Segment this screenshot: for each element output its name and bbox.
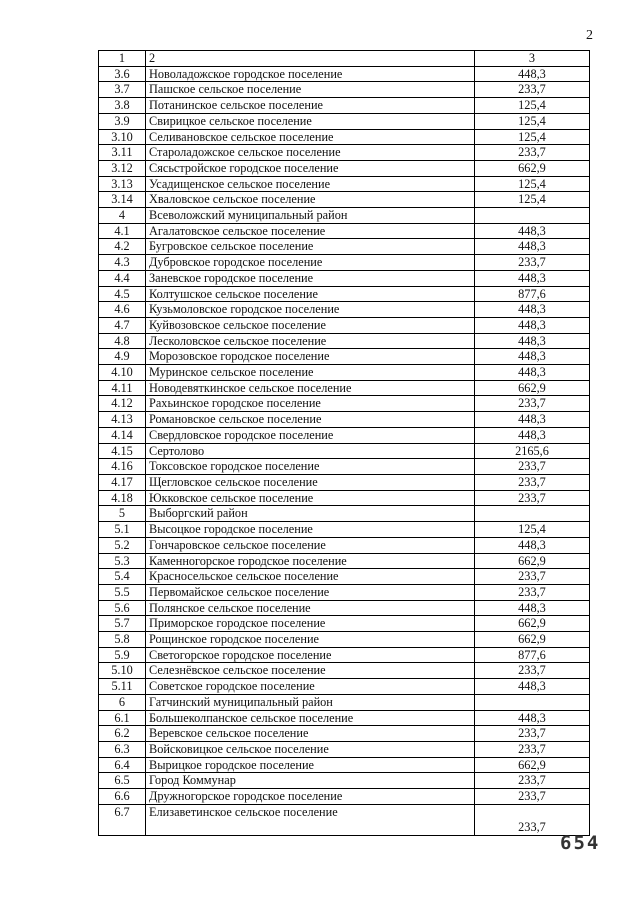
row-name-cell: Войсковицкое сельское поселение: [146, 741, 475, 757]
row-number-cell: 3.10: [99, 129, 146, 145]
row-value-cell: [475, 694, 590, 710]
row-number-cell: 3.8: [99, 98, 146, 114]
table-row: [99, 459, 590, 475]
row-value-cell: 448,3: [475, 223, 590, 239]
row-value-cell: 233,7: [475, 584, 590, 600]
table-row: [99, 804, 590, 835]
row-value-cell: 125,4: [475, 192, 590, 208]
row-number-cell: 4.3: [99, 255, 146, 271]
row-value-cell: 662,9: [475, 160, 590, 176]
row-number-cell: 3.6: [99, 66, 146, 82]
row-name-cell: Потанинское сельское поселение: [146, 98, 475, 114]
row-name-cell: Селивановское сельское поселение: [146, 129, 475, 145]
row-number-cell: 5.10: [99, 663, 146, 679]
row-name-cell: Город Коммунар: [146, 773, 475, 789]
row-number-cell: 5.5: [99, 584, 146, 600]
row-number-cell: 4.8: [99, 333, 146, 349]
table-row: [99, 380, 590, 396]
row-name-cell: Выборгский район: [146, 506, 475, 522]
row-value-cell: 125,4: [475, 113, 590, 129]
row-number-cell: 4.4: [99, 270, 146, 286]
row-name-cell: Новоладожское городское поселение: [146, 66, 475, 82]
row-value-cell: 448,3: [475, 679, 590, 695]
page-number: 2: [586, 28, 593, 43]
row-name-cell: Полянское сельское поселение: [146, 600, 475, 616]
row-number-cell: 3.11: [99, 145, 146, 161]
row-number-cell: 6.5: [99, 773, 146, 789]
row-value-cell: 233,7: [475, 459, 590, 475]
table-row: [99, 239, 590, 255]
row-name-cell: Колтушское сельское поселение: [146, 286, 475, 302]
row-name-cell: Первомайское сельское поселение: [146, 584, 475, 600]
row-name-cell: Староладожское сельское поселение: [146, 145, 475, 161]
row-number-cell: 4.2: [99, 239, 146, 255]
row-name-cell: Юкковское сельское поселение: [146, 490, 475, 506]
row-value-cell: 448,3: [475, 412, 590, 428]
row-number-cell: 5.9: [99, 647, 146, 663]
row-number-cell: 4.12: [99, 396, 146, 412]
row-name-cell: Муринское сельское поселение: [146, 365, 475, 381]
row-name-cell: Щегловское сельское поселение: [146, 474, 475, 490]
table-row: [99, 632, 590, 648]
row-name-cell: Гатчинский муниципальный район: [146, 694, 475, 710]
allocation-table: [98, 50, 590, 836]
row-number-cell: 5.4: [99, 569, 146, 585]
table-row: [99, 255, 590, 271]
row-name-cell: Токсовское городское поселение: [146, 459, 475, 475]
table-row: [99, 427, 590, 443]
row-value-cell: 125,4: [475, 522, 590, 538]
row-number-cell: 5.6: [99, 600, 146, 616]
row-value-cell: 448,3: [475, 427, 590, 443]
row-name-cell: Романовское сельское поселение: [146, 412, 475, 428]
row-name-cell: Усадищенское сельское поселение: [146, 176, 475, 192]
row-value-cell: 233,7: [475, 726, 590, 742]
table-row: [99, 694, 590, 710]
table-row: [99, 98, 590, 114]
row-value-cell: 233,7: [475, 396, 590, 412]
row-number-cell: 5.7: [99, 616, 146, 632]
row-name-cell: Рощинское городское поселение: [146, 632, 475, 648]
row-value-cell: 662,9: [475, 380, 590, 396]
table-row: [99, 679, 590, 695]
table-row: [99, 710, 590, 726]
row-name-cell: Дубровское городское поселение: [146, 255, 475, 271]
table-row: [99, 773, 590, 789]
row-number-cell: 4.1: [99, 223, 146, 239]
row-value-cell: 233,7: [475, 773, 590, 789]
row-name-cell: Приморское городское поселение: [146, 616, 475, 632]
table-row: [99, 789, 590, 805]
row-name-cell: Морозовское городское поселение: [146, 349, 475, 365]
row-value-cell: [475, 506, 590, 522]
row-value-cell: 233,7: [475, 255, 590, 271]
row-value-cell: [475, 208, 590, 224]
table-row: [99, 600, 590, 616]
row-name-cell: Высоцкое городское поселение: [146, 522, 475, 538]
row-name-cell: Агалатовское сельское поселение: [146, 223, 475, 239]
row-name-cell: Свердловское городское поселение: [146, 427, 475, 443]
row-value-cell: 448,3: [475, 537, 590, 553]
table-row: [99, 286, 590, 302]
row-name-cell: Куйвозовское сельское поселение: [146, 317, 475, 333]
row-name-cell: Большеколпанское сельское поселение: [146, 710, 475, 726]
row-name-cell: Каменногорское городское поселение: [146, 553, 475, 569]
row-number-cell: 5.3: [99, 553, 146, 569]
table-row: [99, 569, 590, 585]
row-number-cell: 4: [99, 208, 146, 224]
row-number-cell: 6.6: [99, 789, 146, 805]
row-number-cell: 6.4: [99, 757, 146, 773]
table-row: [99, 66, 590, 82]
row-name-cell: Вырицкое городское поселение: [146, 757, 475, 773]
table-row: [99, 145, 590, 161]
row-number-cell: 3.12: [99, 160, 146, 176]
row-value-cell: 233,7: [475, 804, 590, 835]
row-value-cell: 448,3: [475, 302, 590, 318]
row-name-cell: Хваловское сельское поселение: [146, 192, 475, 208]
row-number-cell: 5.11: [99, 679, 146, 695]
row-value-cell: 233,7: [475, 741, 590, 757]
row-value-cell: 448,3: [475, 239, 590, 255]
row-value-cell: 448,3: [475, 317, 590, 333]
table-row: [99, 208, 590, 224]
row-value-cell: 233,7: [475, 145, 590, 161]
column-header-name: 2: [146, 51, 475, 67]
table-row: [99, 412, 590, 428]
table-row: [99, 82, 590, 98]
table-row: [99, 333, 590, 349]
table-row: [99, 553, 590, 569]
row-number-cell: 6.7: [99, 804, 146, 835]
table-row: [99, 584, 590, 600]
row-value-cell: 233,7: [475, 490, 590, 506]
row-value-cell: 448,3: [475, 349, 590, 365]
row-number-cell: 4.15: [99, 443, 146, 459]
row-number-cell: 5.8: [99, 632, 146, 648]
row-value-cell: 125,4: [475, 98, 590, 114]
table-row: [99, 270, 590, 286]
row-name-cell: Красносельское сельское поселение: [146, 569, 475, 585]
row-number-cell: 4.11: [99, 380, 146, 396]
table-row: [99, 663, 590, 679]
table-header-row: [99, 51, 590, 67]
table-row: [99, 474, 590, 490]
row-value-cell: 233,7: [475, 789, 590, 805]
row-value-cell: 877,6: [475, 647, 590, 663]
table-row: [99, 506, 590, 522]
table-row: [99, 726, 590, 742]
table-row: [99, 616, 590, 632]
table-body: [99, 66, 590, 835]
row-name-cell: Кузьмоловское городское поселение: [146, 302, 475, 318]
row-value-cell: 877,6: [475, 286, 590, 302]
row-number-cell: 4.7: [99, 317, 146, 333]
row-number-cell: 4.9: [99, 349, 146, 365]
row-value-cell: 233,7: [475, 82, 590, 98]
row-number-cell: 4.10: [99, 365, 146, 381]
row-name-cell: Новодевяткинское сельское поселение: [146, 380, 475, 396]
row-name-cell: Сясьстройское городское поселение: [146, 160, 475, 176]
row-name-cell: Лесколовское сельское поселение: [146, 333, 475, 349]
row-name-cell: Дружногорское городское поселение: [146, 789, 475, 805]
table-row: [99, 396, 590, 412]
row-name-cell: Веревское сельское поселение: [146, 726, 475, 742]
row-number-cell: 3.14: [99, 192, 146, 208]
row-number-cell: 3.9: [99, 113, 146, 129]
table-row: [99, 443, 590, 459]
row-value-cell: 2165,6: [475, 443, 590, 459]
row-name-cell: Пашское сельское поселение: [146, 82, 475, 98]
row-number-cell: 4.17: [99, 474, 146, 490]
table-row: [99, 176, 590, 192]
row-number-cell: 4.18: [99, 490, 146, 506]
row-name-cell: Всеволожский муниципальный район: [146, 208, 475, 224]
row-value-cell: 662,9: [475, 553, 590, 569]
row-name-cell: Светогорское городское поселение: [146, 647, 475, 663]
row-name-cell: Елизаветинское сельское поселение: [146, 804, 475, 835]
table-row: [99, 192, 590, 208]
row-value-cell: 662,9: [475, 616, 590, 632]
row-number-cell: 6.1: [99, 710, 146, 726]
row-number-cell: 6.2: [99, 726, 146, 742]
row-number-cell: 4.14: [99, 427, 146, 443]
stamp-number: 654: [560, 832, 601, 854]
table-row: [99, 522, 590, 538]
table-row: [99, 317, 590, 333]
row-number-cell: 5: [99, 506, 146, 522]
row-value-cell: 233,7: [475, 569, 590, 585]
row-value-cell: 448,3: [475, 270, 590, 286]
row-number-cell: 4.6: [99, 302, 146, 318]
row-name-cell: Рахьинское городское поселение: [146, 396, 475, 412]
table-row: [99, 349, 590, 365]
row-number-cell: 4.16: [99, 459, 146, 475]
table-row: [99, 129, 590, 145]
row-number-cell: 3.13: [99, 176, 146, 192]
row-value-cell: 233,7: [475, 474, 590, 490]
table-row: [99, 757, 590, 773]
table-row: [99, 537, 590, 553]
row-number-cell: 5.2: [99, 537, 146, 553]
row-number-cell: 3.7: [99, 82, 146, 98]
row-number-cell: 6: [99, 694, 146, 710]
row-number-cell: 5.1: [99, 522, 146, 538]
table-row: [99, 490, 590, 506]
row-value-cell: 125,4: [475, 129, 590, 145]
table-row: [99, 223, 590, 239]
table-row: [99, 647, 590, 663]
row-name-cell: Бугровское сельское поселение: [146, 239, 475, 255]
row-value-cell: 662,9: [475, 757, 590, 773]
row-value-cell: 448,3: [475, 333, 590, 349]
row-number-cell: 4.13: [99, 412, 146, 428]
row-number-cell: 4.5: [99, 286, 146, 302]
column-header-number: 1: [99, 51, 146, 67]
row-name-cell: Советское городское поселение: [146, 679, 475, 695]
row-name-cell: Гончаровское сельское поселение: [146, 537, 475, 553]
row-value-cell: 448,3: [475, 66, 590, 82]
row-value-cell: 448,3: [475, 710, 590, 726]
row-value-cell: 448,3: [475, 365, 590, 381]
row-value-cell: 233,7: [475, 663, 590, 679]
row-number-cell: 6.3: [99, 741, 146, 757]
row-name-cell: Селезнёвское сельское поселение: [146, 663, 475, 679]
table-row: [99, 365, 590, 381]
row-value-cell: 662,9: [475, 632, 590, 648]
table-row: [99, 302, 590, 318]
row-value-cell: 125,4: [475, 176, 590, 192]
column-header-value: 3: [475, 51, 590, 67]
table-row: [99, 113, 590, 129]
row-name-cell: Свирицкое сельское поселение: [146, 113, 475, 129]
row-name-cell: Заневское городское поселение: [146, 270, 475, 286]
row-value-cell: 448,3: [475, 600, 590, 616]
table-row: [99, 741, 590, 757]
table-row: [99, 160, 590, 176]
row-name-cell: Сертолово: [146, 443, 475, 459]
